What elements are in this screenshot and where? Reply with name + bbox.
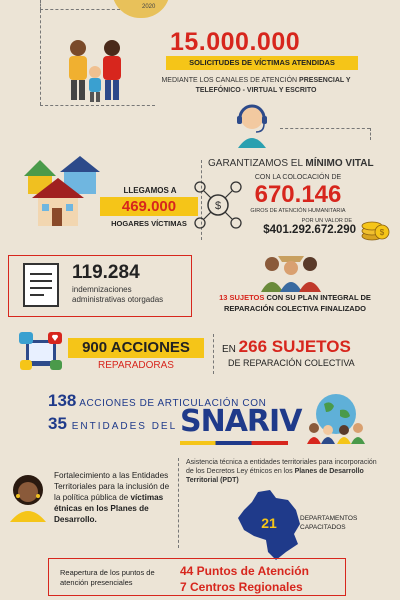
coins-icon [360, 214, 390, 242]
subjects-finalized-text [200, 292, 390, 314]
channels-prefix: MEDIANTE LOS CANALES DE ATENCIÓN [161, 77, 300, 84]
connector-line [40, 105, 155, 106]
subjects-rest: CON SU PLAN INTEGRAL DE REPARACIÓN COLECTIVA FINALIZADO [224, 293, 371, 313]
connector-line [40, 10, 41, 105]
hogares-number: 469.000 [100, 197, 198, 216]
divider-line [213, 334, 214, 374]
solicitudes-band: SOLICITUDES DE VÍCTIMAS ATENDIDAS [166, 56, 358, 70]
indemnizaciones-label: indemnizaciones administrativas otorgadas [72, 285, 164, 304]
hogares-label: HOGARES VÍCTIMAS [111, 219, 187, 228]
channels-text [158, 76, 354, 96]
technical-assistance-text [186, 458, 386, 485]
ethnic-policy-text [54, 470, 174, 525]
placement-label: CON LA COLOCACIÓN DE [254, 174, 342, 181]
subjects-repair-number: 266 SUJETOS [238, 337, 351, 356]
subjects-bold: 13 SUJETOS [219, 293, 265, 302]
service-points-line: 44 Puntos de Atención [180, 564, 309, 578]
houses-icon [18, 148, 106, 228]
solicitudes-number: 15.000.000 [170, 28, 301, 56]
woman-avatar-icon [6, 470, 50, 522]
divider-line [178, 458, 179, 548]
technical-assistance-plain: Asistencia técnica a entidades territoriales para incorporación de los Decretos Ley étnicos en los [186, 459, 377, 475]
social-media-icon [18, 330, 64, 374]
header-badge [112, 0, 170, 18]
family-icon [60, 36, 135, 106]
subjects-repair-line [222, 337, 351, 357]
snariv-logo: SNARIV [180, 404, 302, 439]
articulation-number: 138 [48, 391, 77, 410]
indemnizaciones-number: 119.284 [72, 262, 140, 283]
ethnic-policy-bold: víctimas étnicas en los Planes de Desarrollo. [54, 493, 164, 524]
snariv-logo-stripe [180, 441, 288, 445]
connector-line [280, 128, 370, 129]
value-amount: $401.292.672.290 [263, 224, 356, 236]
reopening-text: Reapertura de los puntos de atención presenciales [60, 568, 155, 587]
people-group-icon [258, 252, 324, 292]
value-label: POR UN VALOR DE [301, 218, 352, 224]
departments-number: 21 [261, 515, 277, 531]
svg-text:$: $ [379, 228, 385, 237]
connector-line [40, 0, 120, 10]
guarantee-prefix: GARANTIZAMOS EL [208, 158, 306, 169]
connector-line [370, 128, 371, 140]
departments-label: DEPARTAMENTOS CAPACITADOS [300, 515, 358, 531]
channels-bold: PRESENCIAL Y TELEFÓNICO - VIRTUAL Y ESCRITO [195, 77, 351, 94]
llegamos-prefix: LLEGAMOS A [123, 186, 177, 195]
entities-rest: ENTIDADES DEL [66, 421, 178, 432]
technical-assistance-bold: Planes de Desarrollo Territorial (PDT) [186, 468, 364, 484]
giros-label: GIROS DE ATENCIÓN HUMANITARIA [250, 208, 346, 214]
svg-text:$: $ [214, 200, 222, 212]
giros-number: 670.146 [254, 181, 342, 208]
call-agent-icon [228, 100, 276, 148]
globe-people-icon [306, 392, 366, 444]
entities-number: 35 [48, 414, 67, 433]
in-prefix: EN [222, 344, 239, 355]
acciones-number: 900 ACCIONES [68, 338, 204, 358]
guarantee-text [208, 158, 374, 169]
articulation-line2 [48, 414, 177, 434]
subjects-repair-label: DE REPARACIÓN COLECTIVA [228, 358, 355, 368]
ethnic-policy-plain: Fortalecimiento a las Entidades Territoriales para la inclusión de la política pública de [54, 471, 170, 502]
articulation-rest: ACCIONES DE ARTICULACIÓN CON [76, 398, 267, 409]
document-icon [22, 262, 62, 308]
acciones-label: REPARADORAS [98, 360, 174, 371]
guarantee-bold: MÍNIMO VITAL [305, 158, 374, 169]
header-badge-year: 2020 [142, 4, 156, 10]
regional-centers-line: 7 Centros Regionales [180, 580, 303, 594]
